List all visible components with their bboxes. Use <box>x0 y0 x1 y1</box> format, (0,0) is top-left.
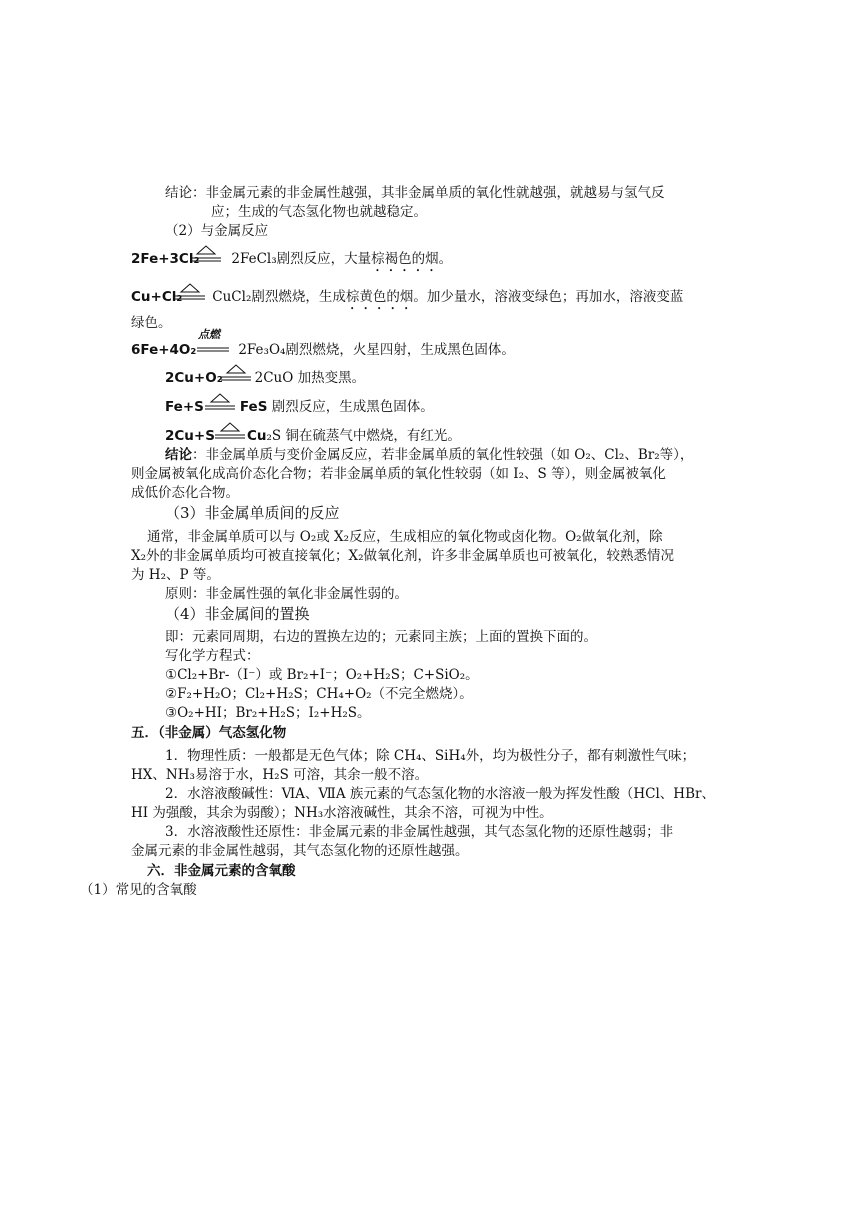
heat-arrow-graphic <box>190 244 222 262</box>
reaction-1 <box>131 250 452 275</box>
paragraph-4-line-2: 写化学方程式： <box>165 648 260 664</box>
reaction-1-rhs: 2FeCl₃ <box>231 251 277 267</box>
reaction-5-rhs: 剧烈反应，生成黑色固体。 <box>267 399 434 415</box>
paragraph-5-line-1: 1．物理性质：一般都是无色气体；除 CH₄、SiH₄外，均为极性分子，都有刺激性气味； <box>165 748 696 764</box>
principle-line: 原则：非金属性强的氧化非金属性弱的。 <box>165 586 408 602</box>
reaction-3-rhs: 2Fe₃O₄剧烈燃烧，火星四射，生成黑色固体。 <box>238 342 515 358</box>
reaction-4 <box>165 369 365 387</box>
reaction-6-lhs: 2Cu+S <box>165 428 215 444</box>
equation-item-3: ③O₂+HI；Br₂+H₂S；I₂+H₂S。 <box>165 705 371 721</box>
heat-arrow-icon <box>174 282 206 300</box>
conclusion-line-2: 应；生成的气态氢化物也就越稳定。 <box>211 204 427 220</box>
paragraph-5-line-4: HI 为强酸，其余为弱酸）；NH₃水溶液碱性，其余不溶，可视为中性。 <box>131 805 553 821</box>
reaction-3 <box>131 341 515 359</box>
equation-item-1: ①Cl₂+Br-（I⁻）或 Br₂+I⁻；O₂+H₂S；C+SiO₂。 <box>165 667 479 683</box>
heading-six: 六．非金属元素的含氧酸 <box>147 863 296 879</box>
reaction-1-text: 剧烈反应，大量 <box>276 251 372 267</box>
section-heading-3: （3）非金属单质间的反应 <box>165 504 340 522</box>
reaction-2-end: 。加少量水，溶液变绿色；再加水，溶液变蓝 <box>413 289 684 305</box>
reaction-2-rhs: CuCl₂ <box>212 289 252 305</box>
conclusion-label: 结论 <box>165 447 192 463</box>
reaction-2 <box>131 288 683 313</box>
reaction-2-text: 剧烈燃烧，生成 <box>251 289 346 305</box>
reaction-2-emphasis: 棕黄色的烟 <box>345 289 414 305</box>
reaction-5-lhs: Fe+S <box>165 399 204 415</box>
heat-arrow-icon <box>204 392 236 410</box>
reaction-6-product: Cu <box>246 428 267 444</box>
paragraph-5-line-2: HX、NH₃易溶于水，H₂S 可溶，其余一般不溶。 <box>131 767 429 783</box>
conclusion-2-line-2: 则金属被氧化成高价态化合物；若非金属单质的氧化性较弱（如 I₂、S 等），则金属被氧化 <box>131 466 666 482</box>
paragraph-3-line-2: X₂外的非金属单质均可被直接氧化；X₂做氧化剂，许多非金属单质也可被氧化，较熟悉情况 <box>131 548 675 564</box>
reaction-4-lhs: 2Cu+O₂ <box>165 370 223 386</box>
paragraph-5-line-6: 金属元素的非金属性越弱，其气态氢化物的还原性越强。 <box>131 843 469 859</box>
section-heading-2: （2）与金属反应 <box>165 223 269 239</box>
reaction-3-lhs: 6Fe+4O₂ <box>131 342 197 358</box>
section-heading-4: （4）非金属间的置换 <box>165 605 310 623</box>
paragraph-3-line-3: 为 H₂、P 等。 <box>131 567 220 583</box>
reaction-1-lhs: 2Fe+3Cl₂ <box>131 251 200 267</box>
ignite-arrow-icon <box>196 328 230 352</box>
reaction-6-rhs: ₂S 铜在硫蒸气中燃烧，有红光。 <box>266 428 461 444</box>
subheading-6-1: （1）常见的含氧酸 <box>80 882 197 898</box>
reaction-4-rhs: 2CuO 加热变黑。 <box>254 370 366 386</box>
conclusion-2-line-3: 成低价态化合物。 <box>131 485 239 501</box>
paragraph-4-line-1: 即：元素同周期，右边的置换左边的；元素同主族；上面的置换下面的。 <box>165 629 597 645</box>
paragraph-5-line-5: 3．水溶液酸性还原性：非金属元素的非金属性越强，其气态氢化物的还原性越弱；非 <box>165 824 674 840</box>
conclusion-2-line-1 <box>165 446 693 464</box>
reaction-2-lhs: Cu+Cl₂ <box>131 289 183 305</box>
reaction-1-end: 。 <box>438 251 453 267</box>
reaction-2-continued: 绿色。 <box>131 315 172 331</box>
heat-arrow-icon <box>220 363 252 381</box>
heading-five: 五．（非金属）气态氢化物 <box>131 725 287 741</box>
equation-item-2: ②F₂+H₂O；Cl₂+H₂S；CH₄+O₂（不完全燃烧）。 <box>165 686 473 702</box>
conclusion-2-text: ：非金属单质与变价金属反应，若非金属单质的氧化性较强（如 O₂、Cl₂、Br₂等）， <box>192 447 694 463</box>
reaction-6 <box>165 427 461 445</box>
reaction-5-product: FeS <box>239 399 268 415</box>
ignite-label: 点燃 <box>198 328 220 341</box>
heat-arrow-icon <box>214 421 246 439</box>
reaction-1-emphasis: 棕褐色的烟 <box>371 251 439 267</box>
paragraph-3-line-1: 通常，非金属单质可以与 O₂或 X₂反应，生成相应的氧化物或卤化物。O₂做氧化剂，除 <box>147 529 663 545</box>
conclusion-line-1: 结论：非金属元素的非金属性越强，其非金属单质的氧化性就越强，就越易与氢气反 <box>165 185 665 201</box>
paragraph-5-line-3: 2．水溶液酸碱性：ⅥA、ⅦA 族元素的气态氢化物的水溶液一般为挥发性酸（HCl、HBr、 <box>165 786 715 802</box>
